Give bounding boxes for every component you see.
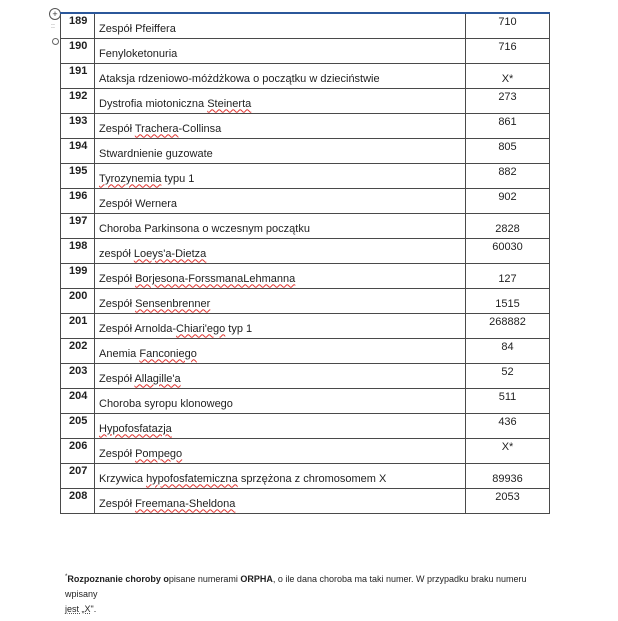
row-number[interactable]: 203 <box>61 363 95 388</box>
row-number[interactable]: 198 <box>61 238 95 263</box>
orpha-number[interactable]: 268882 <box>466 313 550 338</box>
footnote-text-2: , o ile dana choroba ma taki numer. W przypadku braku numeru wpisany <box>65 574 527 599</box>
row-number[interactable]: 205 <box>61 413 95 438</box>
table-row <box>61 263 550 288</box>
spellcheck-word: Borjesona-ForssmanaLehmanna <box>135 272 296 285</box>
disease-name-text: Zespół <box>99 447 136 460</box>
table-row <box>61 338 550 363</box>
row-number[interactable]: 192 <box>61 88 95 113</box>
disease-name-suffix: -Collinsa <box>178 122 222 135</box>
table-row <box>61 438 550 463</box>
disease-name-text: Stwardnienie guzowate <box>99 147 213 160</box>
table-row <box>61 463 550 488</box>
disease-name[interactable] <box>95 213 466 238</box>
table-row <box>61 63 550 88</box>
spellcheck-word: Trachera <box>134 122 179 135</box>
row-number[interactable]: 202 <box>61 338 95 363</box>
disease-name-text: Fenyloketonuria <box>99 47 178 60</box>
disease-name-text: Dystrofia miotoniczna <box>99 97 208 110</box>
table-row <box>61 488 550 513</box>
footnote-text-1: pisane numerami <box>168 574 241 584</box>
row-number[interactable]: 196 <box>61 188 95 213</box>
table-row <box>61 188 550 213</box>
disease-name[interactable] <box>95 238 466 263</box>
disease-name[interactable] <box>95 463 466 488</box>
spellcheck-word: hypofosfatemiczna <box>146 472 238 485</box>
footnote <box>65 572 555 617</box>
table-row <box>61 413 550 438</box>
disease-name-text: Ataksja rdzeniowo-móżdżkowa o początku w dzieciństwie <box>99 72 380 85</box>
row-number[interactable]: 193 <box>61 113 95 138</box>
disease-name[interactable] <box>95 313 466 338</box>
table-row <box>61 13 550 38</box>
orpha-number[interactable]: 2828 <box>466 213 550 238</box>
orpha-number[interactable]: 273 <box>466 88 550 113</box>
orpha-number[interactable]: 902 <box>466 188 550 213</box>
table-row <box>61 213 550 238</box>
drag-grip-icon[interactable]: :: <box>51 23 55 30</box>
disease-name[interactable] <box>95 113 466 138</box>
disease-name-text: Zespół Arnolda- <box>99 322 177 335</box>
spellcheck-word: Loeys'a-Dietza <box>133 247 207 260</box>
row-number[interactable]: 199 <box>61 263 95 288</box>
disease-name-suffix: typ 1 <box>225 322 253 335</box>
disease-name[interactable] <box>95 338 466 363</box>
disease-name-text: Zespół <box>99 272 136 285</box>
table-row <box>61 288 550 313</box>
spellcheck-word: Allagille'a <box>134 372 181 385</box>
orpha-number[interactable]: 436 <box>466 413 550 438</box>
footnote-bold-1: Rozpoznanie choroby o <box>67 574 169 584</box>
table-body <box>61 13 550 513</box>
table-move-handle-icon[interactable]: + <box>49 8 61 20</box>
disease-name-text: Zespół <box>99 122 135 135</box>
footnote-end: ". <box>90 604 97 614</box>
disease-name-text: zespół <box>99 247 134 260</box>
disease-name[interactable] <box>95 13 466 38</box>
table-row <box>61 313 550 338</box>
disease-name-text: Krzywica <box>99 472 147 485</box>
disease-name-text: Zespół <box>99 297 136 310</box>
disease-name[interactable] <box>95 188 466 213</box>
orpha-number[interactable]: 511 <box>466 388 550 413</box>
footnote-bold-2: ORPHA <box>240 574 273 584</box>
orpha-number[interactable]: 60030 <box>466 238 550 263</box>
table-row <box>61 363 550 388</box>
spellcheck-word: Sensenbrenner <box>135 297 211 310</box>
disease-name[interactable] <box>95 388 466 413</box>
row-number[interactable]: 197 <box>61 213 95 238</box>
orpha-number[interactable]: 805 <box>466 138 550 163</box>
orpha-number[interactable]: X* <box>466 63 550 88</box>
diseases-table <box>60 12 550 514</box>
disease-name[interactable] <box>95 138 466 163</box>
disease-name[interactable] <box>95 63 466 88</box>
disease-name[interactable] <box>95 363 466 388</box>
table-row <box>61 113 550 138</box>
spellcheck-word: Pompego <box>135 447 183 460</box>
row-number[interactable]: 200 <box>61 288 95 313</box>
disease-name-text: Zespół <box>99 497 136 510</box>
row-number[interactable]: 201 <box>61 313 95 338</box>
disease-name[interactable] <box>95 438 466 463</box>
disease-name-text: Choroba syropu klonowego <box>99 397 233 410</box>
row-number[interactable]: 194 <box>61 138 95 163</box>
table-row <box>61 238 550 263</box>
disease-name[interactable] <box>95 288 466 313</box>
orpha-number[interactable]: 861 <box>466 113 550 138</box>
disease-name-text: Choroba Parkinsona o wczesnym początku <box>99 222 310 235</box>
spellcheck-word: Chiari'ego <box>176 322 226 335</box>
row-number[interactable]: 195 <box>61 163 95 188</box>
disease-name-text: Anemia <box>99 347 140 360</box>
table-row <box>61 163 550 188</box>
orpha-number[interactable]: 2053 <box>466 488 550 513</box>
orpha-number[interactable]: 127 <box>466 263 550 288</box>
row-number[interactable]: 207 <box>61 463 95 488</box>
disease-name-text: Zespół Wernera <box>99 197 178 210</box>
orpha-number[interactable]: 84 <box>466 338 550 363</box>
row-insert-icon[interactable] <box>52 38 59 45</box>
orpha-number[interactable]: X* <box>466 438 550 463</box>
disease-name[interactable] <box>95 38 466 63</box>
orpha-number[interactable]: 716 <box>466 38 550 63</box>
disease-name-suffix: typu 1 <box>161 172 195 185</box>
table-row <box>61 138 550 163</box>
orpha-number[interactable]: 1515 <box>466 288 550 313</box>
spellcheck-word: Steinerta <box>207 97 252 110</box>
disease-name-text: Zespół <box>99 372 135 385</box>
spellcheck-word: Tyrozynemia <box>99 172 162 185</box>
footnote-underlined: jest „X <box>65 604 91 614</box>
spellcheck-word: Freemana-Sheldona <box>135 497 236 510</box>
spellcheck-word: Hypofosfatazja <box>99 422 172 435</box>
disease-name[interactable] <box>95 88 466 113</box>
table-row <box>61 38 550 63</box>
disease-name-text: Zespół Pfeiffera <box>99 22 176 35</box>
row-number[interactable]: 208 <box>61 488 95 513</box>
disease-name[interactable] <box>95 488 466 513</box>
disease-name[interactable] <box>95 263 466 288</box>
row-number[interactable]: 191 <box>61 63 95 88</box>
row-number[interactable]: 206 <box>61 438 95 463</box>
disease-name-suffix: sprzężona z chromosomem X <box>237 472 387 485</box>
disease-name[interactable] <box>95 163 466 188</box>
row-number[interactable]: 204 <box>61 388 95 413</box>
footnote-mark: * <box>65 574 68 580</box>
orpha-number[interactable]: 882 <box>466 163 550 188</box>
orpha-number[interactable]: 710 <box>466 13 550 38</box>
disease-name[interactable] <box>95 413 466 438</box>
orpha-number[interactable]: 89936 <box>466 463 550 488</box>
spellcheck-word: Fanconiego <box>139 347 197 360</box>
diseases-table-container <box>60 12 549 514</box>
table-row <box>61 388 550 413</box>
table-row <box>61 88 550 113</box>
row-number[interactable]: 189 <box>61 13 95 38</box>
orpha-number[interactable]: 52 <box>466 363 550 388</box>
row-number[interactable]: 190 <box>61 38 95 63</box>
